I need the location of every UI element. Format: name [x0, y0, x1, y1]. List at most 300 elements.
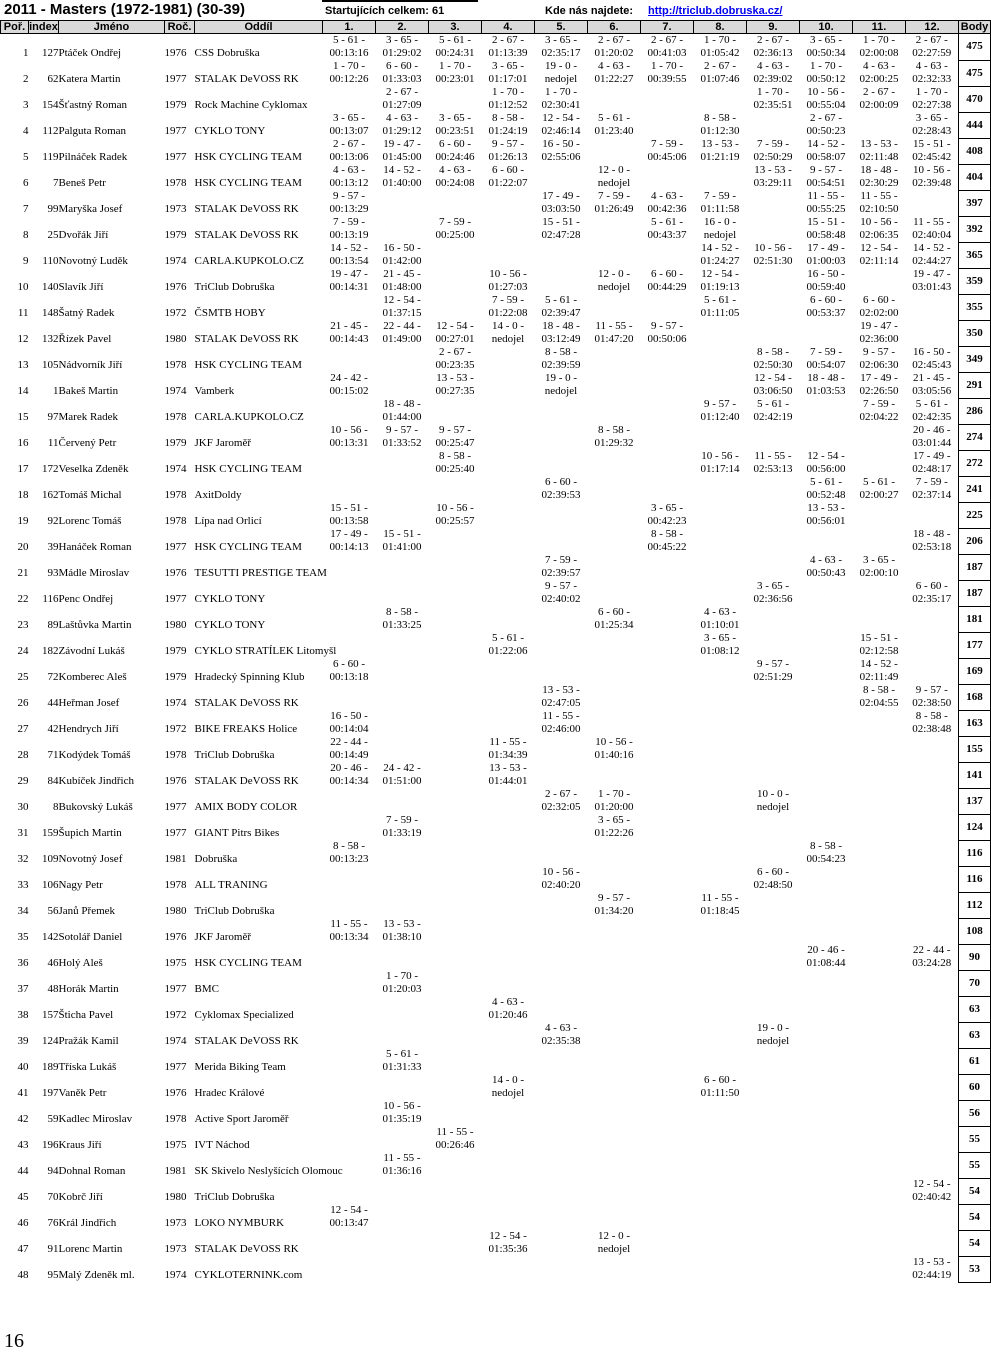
race-result-cell: 2 - 67 -	[703, 60, 737, 72]
race-result-cell: 5 - 61 -	[332, 34, 366, 46]
race-result-cell: 5 - 61 -	[809, 476, 843, 488]
race-time-cell: nedojel	[544, 385, 578, 397]
club-name: CARLA.KUPKOLO.CZ	[194, 411, 304, 423]
start-index: 72	[47, 671, 59, 683]
start-index: 119	[42, 151, 59, 163]
race-time-cell	[535, 983, 588, 996]
total-points: 272	[959, 450, 991, 476]
race-time-cell	[429, 1217, 482, 1230]
race-result-cell: 13 - 53 -	[383, 918, 421, 930]
race-time-cell: 02:47:28	[541, 229, 581, 241]
competitor-name: Kobrč Jiří	[58, 1191, 103, 1203]
start-index: 162	[42, 489, 59, 501]
spacer-cell	[59, 1074, 165, 1087]
spacer-cell	[59, 190, 165, 203]
race-time-cell	[482, 1269, 535, 1282]
race-time-cell: 00:13:34	[329, 931, 369, 943]
race-time-cell	[535, 177, 588, 190]
race-result-cell	[429, 190, 482, 203]
race-time-cell: 02:44:19	[912, 1269, 952, 1281]
start-index: 109	[42, 853, 59, 865]
race-result-cell	[535, 1204, 588, 1217]
spacer-cell	[59, 112, 165, 125]
race-result-cell: 9 - 57 -	[703, 398, 737, 410]
table-row	[1, 1048, 991, 1061]
race-result-cell	[906, 502, 959, 515]
club-name: STALAK DeVOSS RK	[194, 333, 299, 345]
race-time-cell	[376, 359, 429, 372]
race-time-cell	[641, 749, 694, 762]
race-result-cell	[535, 892, 588, 905]
race-time-cell	[535, 1087, 588, 1100]
race-time-cell: nedojel	[597, 281, 631, 293]
birth-year: 1980	[164, 333, 187, 345]
column-header: 3.	[429, 21, 482, 34]
race-result-cell: 22 - 44 -	[383, 320, 421, 332]
race-time-cell	[747, 567, 800, 580]
table-row	[1, 1022, 991, 1035]
race-result-cell	[429, 996, 482, 1009]
competitor-name: Janů Přemek	[58, 905, 116, 917]
column-header: 6.	[588, 21, 641, 34]
start-index: 189	[42, 1061, 59, 1073]
race-result-cell: 22 - 44 -	[912, 944, 951, 956]
race-result-cell: 7 - 59 -	[597, 190, 631, 202]
column-header: Roč.	[165, 21, 195, 34]
table-row-times	[1, 437, 991, 450]
race-time-cell	[482, 853, 535, 866]
race-time-cell: nedojel	[544, 73, 578, 85]
spacer-cell	[165, 944, 195, 957]
race-result-cell: 8 - 58 -	[703, 112, 737, 124]
race-time-cell: 02:39:57	[541, 567, 581, 579]
spacer-cell	[1, 424, 29, 437]
race-result-cell: 4 - 63 -	[332, 164, 366, 176]
spacer-cell	[1, 190, 29, 203]
race-time-cell	[588, 255, 641, 268]
race-result-cell: 17 - 49 -	[860, 372, 898, 384]
birth-year: 1976	[164, 281, 187, 293]
race-result-cell	[800, 1230, 853, 1243]
competitor-name: Komberec Aleš	[58, 671, 127, 683]
spacer-cell	[195, 970, 323, 983]
race-result-cell	[323, 580, 376, 593]
race-result-cell	[800, 1152, 853, 1165]
race-result-cell	[853, 866, 906, 879]
spacer-cell	[1, 268, 29, 281]
race-time-cell	[588, 645, 641, 658]
race-result-cell	[482, 1048, 535, 1061]
race-result-cell	[429, 268, 482, 281]
race-time-cell	[694, 1113, 747, 1126]
total-points: 116	[959, 840, 991, 866]
race-result-cell	[800, 580, 853, 593]
competitor-name: Beneš Petr	[58, 177, 106, 189]
position: 8	[23, 229, 29, 241]
race-time-cell: 00:14:49	[329, 749, 369, 761]
table-row	[1, 1204, 991, 1217]
club-name: GIANT Pitrs Bikes	[194, 827, 280, 839]
competitor-name: Penc Ondřej	[58, 593, 114, 605]
race-result-cell: 7 - 59 -	[809, 346, 843, 358]
race-result-cell: 3 - 65 -	[385, 34, 419, 46]
birth-year: 1977	[164, 1061, 187, 1073]
spacer-cell	[195, 86, 323, 99]
race-time-cell	[641, 359, 694, 372]
birth-year: 1976	[164, 1087, 187, 1099]
column-header: 9.	[747, 21, 800, 34]
race-result-cell	[376, 476, 429, 489]
position: 44	[17, 1165, 29, 1177]
race-result-cell	[429, 918, 482, 931]
race-time-cell: 01:29:02	[382, 47, 422, 59]
race-time-cell: 00:14:34	[329, 775, 369, 787]
table-row-times	[1, 905, 991, 918]
race-result-cell	[694, 996, 747, 1009]
spacer-cell	[29, 372, 59, 385]
total-points: 206	[959, 528, 991, 554]
race-result-cell: 17 - 49 -	[542, 190, 580, 202]
total-points: 70	[959, 970, 991, 996]
race-result-cell	[588, 580, 641, 593]
birth-year: 1977	[164, 151, 187, 163]
table-row	[1, 86, 991, 99]
table-row-times	[1, 203, 991, 216]
race-result-cell	[694, 944, 747, 957]
race-time-cell	[376, 385, 429, 398]
start-index: 42	[47, 723, 59, 735]
results-table	[0, 20, 991, 1283]
race-time-cell: 01:20:02	[594, 47, 634, 59]
table-row-times	[1, 983, 991, 996]
competitor-name: Holý Aleš	[58, 957, 103, 969]
spacer-cell	[195, 476, 323, 489]
race-time-cell	[376, 749, 429, 762]
race-result-cell	[376, 736, 429, 749]
race-result-cell	[694, 1152, 747, 1165]
race-result-cell	[588, 1022, 641, 1035]
race-result-cell: 4 - 63 -	[438, 164, 472, 176]
spacer-cell	[59, 216, 165, 229]
spacer-cell	[165, 528, 195, 541]
race-result-cell	[588, 996, 641, 1009]
position: 12	[17, 333, 29, 345]
spacer-cell	[195, 502, 323, 515]
race-time-cell: 02:48:17	[912, 463, 952, 475]
birth-year: 1976	[164, 567, 187, 579]
race-time-cell: 02:39:47	[541, 307, 581, 319]
race-result-cell	[376, 996, 429, 1009]
spacer-cell	[165, 476, 195, 489]
race-result-cell: 10 - 56 -	[701, 450, 739, 462]
race-result-cell: 1 - 70 -	[809, 60, 843, 72]
table-row-times	[1, 1165, 991, 1178]
race-time-cell	[429, 879, 482, 892]
birth-year: 1980	[164, 905, 187, 917]
column-header: 7.	[641, 21, 694, 34]
birth-year: 1975	[164, 957, 187, 969]
race-time-cell	[641, 307, 694, 320]
race-result-cell	[906, 320, 959, 333]
race-time-cell	[800, 1035, 853, 1048]
race-result-cell	[747, 528, 800, 541]
race-result-cell: 1 - 70 -	[862, 34, 896, 46]
table-row-times	[1, 1113, 991, 1126]
race-result-cell	[906, 788, 959, 801]
race-time-cell	[323, 1087, 376, 1100]
race-time-cell	[906, 879, 959, 892]
race-time-cell	[323, 593, 376, 606]
spacer-cell	[1, 216, 29, 229]
table-row	[1, 320, 991, 333]
table-row-times	[1, 1035, 991, 1048]
race-time-cell: 01:00:03	[806, 255, 846, 267]
spacer-cell	[29, 1100, 59, 1113]
spacer-cell	[195, 1100, 323, 1113]
race-time-cell	[535, 1113, 588, 1126]
race-result-cell: 2 - 67 -	[438, 346, 472, 358]
column-header: 5.	[535, 21, 588, 34]
race-time-cell	[588, 853, 641, 866]
race-result-cell	[853, 788, 906, 801]
spacer-cell	[1, 840, 29, 853]
spacer-cell	[165, 242, 195, 255]
race-result-cell	[747, 1256, 800, 1269]
race-result-cell	[800, 814, 853, 827]
race-time-cell: 02:26:50	[859, 385, 899, 397]
race-result-cell	[588, 554, 641, 567]
race-result-cell	[429, 476, 482, 489]
total-points: 349	[959, 346, 991, 372]
column-header: Jméno	[59, 21, 165, 34]
race-result-cell	[482, 788, 535, 801]
race-result-cell	[694, 1048, 747, 1061]
race-result-cell: 5 - 61 -	[703, 294, 737, 306]
race-result-cell	[323, 1022, 376, 1035]
race-result-cell: 12 - 54 -	[860, 242, 898, 254]
birth-year: 1980	[164, 619, 187, 631]
race-result-cell	[694, 1204, 747, 1217]
race-result-cell	[906, 1048, 959, 1061]
race-time-cell: 02:35:17	[912, 593, 952, 605]
race-time-cell: 01:23:40	[594, 125, 634, 137]
race-result-cell	[747, 684, 800, 697]
spacer-cell	[59, 1204, 165, 1217]
race-time-cell	[482, 489, 535, 502]
race-result-cell: 13 - 53 -	[489, 762, 527, 774]
table-row-times	[1, 957, 991, 970]
race-time-cell	[694, 333, 747, 346]
race-time-cell	[429, 281, 482, 294]
spacer-cell	[195, 1074, 323, 1087]
race-time-cell	[747, 333, 800, 346]
club-name: CSS Dobruška	[194, 47, 260, 59]
race-time-cell: 01:17:01	[488, 73, 528, 85]
spacer-cell	[165, 814, 195, 827]
spacer-cell	[1, 892, 29, 905]
race-time-cell: 00:24:46	[435, 151, 475, 163]
race-time-cell: 02:36:00	[859, 333, 899, 345]
race-time-cell: 00:13:29	[329, 203, 369, 215]
birth-year: 1977	[164, 125, 187, 137]
race-result-cell: 24 - 42 -	[330, 372, 368, 384]
race-result-cell	[429, 1230, 482, 1243]
club-name: CYKLO TONY	[194, 593, 266, 605]
competitor-name: Hendrych Jiří	[58, 723, 119, 735]
race-result-cell	[800, 424, 853, 437]
club-name: IVT Náchod	[194, 1139, 250, 1151]
race-time-cell	[853, 1035, 906, 1048]
birth-year: 1976	[164, 931, 187, 943]
race-result-cell	[906, 736, 959, 749]
race-result-cell: 14 - 52 -	[701, 242, 739, 254]
race-time-cell	[747, 1165, 800, 1178]
spacer-cell	[165, 346, 195, 359]
race-time-cell	[853, 1165, 906, 1178]
spacer-cell	[165, 866, 195, 879]
race-time-cell	[588, 671, 641, 684]
race-time-cell	[694, 879, 747, 892]
spacer-cell	[195, 1022, 323, 1035]
race-result-cell	[588, 1100, 641, 1113]
total-points: 155	[959, 736, 991, 762]
table-row	[1, 658, 991, 671]
race-result-cell	[429, 1074, 482, 1087]
race-time-cell	[641, 1061, 694, 1074]
race-time-cell	[747, 905, 800, 918]
website-link[interactable]: http://triclub.dobruska.cz/	[648, 5, 783, 17]
table-row-times	[1, 1087, 991, 1100]
table-row	[1, 216, 991, 229]
club-name: ALL TRANING	[194, 879, 268, 891]
spacer-cell	[195, 320, 323, 333]
race-time-cell: 01:48:00	[382, 281, 422, 293]
race-result-cell	[853, 502, 906, 515]
race-result-cell	[429, 658, 482, 671]
race-result-cell	[747, 1126, 800, 1139]
race-result-cell	[800, 1204, 853, 1217]
position: 26	[17, 697, 29, 709]
start-index: 148	[42, 307, 59, 319]
race-time-cell	[641, 177, 694, 190]
race-result-cell: 2 - 67 -	[544, 788, 578, 800]
race-result-cell	[853, 762, 906, 775]
race-result-cell: 7 - 59 -	[703, 190, 737, 202]
race-time-cell	[429, 489, 482, 502]
race-result-cell	[588, 216, 641, 229]
spacer-cell	[165, 216, 195, 229]
spacer-cell	[29, 268, 59, 281]
race-time-cell: 00:56:00	[806, 463, 846, 475]
race-result-cell	[641, 866, 694, 879]
race-result-cell	[641, 996, 694, 1009]
race-time-cell: 02:11:49	[859, 671, 899, 683]
club-name: Lípa nad Orlicí	[194, 515, 262, 527]
birth-year: 1972	[164, 307, 187, 319]
spacer-cell	[195, 138, 323, 151]
race-time-cell	[906, 749, 959, 762]
race-result-cell	[376, 892, 429, 905]
race-result-cell	[906, 918, 959, 931]
spacer-cell	[29, 424, 59, 437]
competitor-name: Šticha Pavel	[58, 1009, 114, 1021]
race-time-cell: 02:32:33	[912, 73, 952, 85]
race-result-cell	[747, 1074, 800, 1087]
race-time-cell: 00:50:12	[806, 73, 846, 85]
start-index: 97	[47, 411, 59, 423]
spacer-cell	[59, 450, 165, 463]
spacer-cell	[59, 1022, 165, 1035]
race-result-cell	[482, 1022, 535, 1035]
race-time-cell: 00:50:34	[806, 47, 846, 59]
spacer-cell	[29, 502, 59, 515]
race-result-cell	[747, 944, 800, 957]
spacer-cell	[59, 736, 165, 749]
race-result-cell	[376, 1126, 429, 1139]
race-result-cell	[641, 1048, 694, 1061]
race-result-cell	[747, 710, 800, 723]
spacer-cell	[1, 242, 29, 255]
competitor-name: Král Jindřich	[58, 1217, 117, 1229]
race-time-cell	[641, 983, 694, 996]
spacer-cell	[29, 138, 59, 151]
race-time-cell	[800, 801, 853, 814]
race-time-cell	[906, 203, 959, 216]
position: 43	[17, 1139, 29, 1151]
table-row	[1, 814, 991, 827]
spacer-cell	[1, 450, 29, 463]
race-time-cell: 00:13:31	[329, 437, 369, 449]
position: 46	[17, 1217, 29, 1229]
spacer-cell	[59, 658, 165, 671]
race-time-cell	[323, 1139, 376, 1152]
race-time-cell	[747, 853, 800, 866]
race-time-cell	[588, 1165, 641, 1178]
race-result-cell	[482, 554, 535, 567]
race-result-cell: 19 - 47 -	[330, 268, 368, 280]
race-result-cell	[535, 840, 588, 853]
race-result-cell: 20 - 46 -	[912, 424, 951, 436]
race-result-cell	[853, 450, 906, 463]
race-time-cell: 01:44:00	[382, 411, 422, 423]
total-points: 54	[959, 1230, 991, 1256]
race-time-cell: 01:12:30	[700, 125, 740, 137]
competitor-name: Pražák Kamil	[58, 1035, 119, 1047]
race-time-cell	[694, 1191, 747, 1204]
race-result-cell	[747, 1178, 800, 1191]
race-result-cell	[376, 450, 429, 463]
spacer-cell	[29, 1178, 59, 1191]
competitor-name: Nádvorník Jiří	[58, 359, 123, 371]
race-result-cell	[535, 814, 588, 827]
race-time-cell: 01:36:16	[382, 1165, 422, 1177]
competitor-name: Novotný Josef	[58, 853, 123, 865]
race-time-cell	[376, 1191, 429, 1204]
spacer-cell	[1, 1022, 29, 1035]
race-result-cell	[429, 528, 482, 541]
race-time-cell: 00:24:31	[435, 47, 475, 59]
total-points: 470	[959, 86, 991, 112]
race-time-cell	[694, 853, 747, 866]
race-result-cell	[694, 476, 747, 489]
race-result-cell: 14 - 52 -	[383, 164, 421, 176]
table-row-times	[1, 73, 991, 86]
race-time-cell	[800, 437, 853, 450]
race-time-cell	[323, 411, 376, 424]
competitor-name: Červený Petr	[58, 437, 117, 449]
race-result-cell: 5 - 61 -	[385, 1048, 419, 1060]
race-result-cell	[800, 606, 853, 619]
